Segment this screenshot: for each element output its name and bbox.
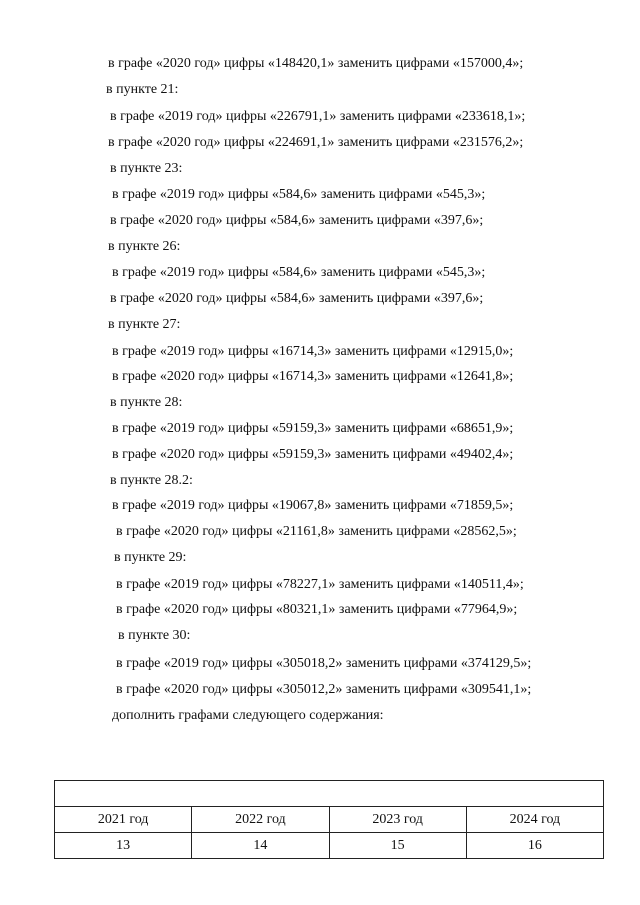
text-line: дополнить графами следующего содержания: xyxy=(112,708,384,723)
text-line: в графе «2019 год» цифры «16714,3» заменить цифрами «12915,0»; xyxy=(112,344,514,359)
table-empty-cell xyxy=(55,781,604,807)
table-row xyxy=(55,833,604,859)
table-row xyxy=(55,781,604,807)
text-line: в пункте 30: xyxy=(118,628,191,643)
text-line: в графе «2020 год» цифры «584,6» заменить цифрами «397,6»; xyxy=(110,291,484,306)
text-line: в графе «2020 год» цифры «21161,8» заменить цифрами «28562,5»; xyxy=(116,524,517,539)
table-number-cell: 15 xyxy=(329,833,466,859)
text-line: в пункте 23: xyxy=(110,161,183,176)
table-header-cell: 2021 год xyxy=(55,807,192,833)
text-line: в графе «2020 год» цифры «584,6» заменить цифрами «397,6»; xyxy=(110,213,484,228)
text-line: в графе «2020 год» цифры «59159,3» заменить цифрами «49402,4»; xyxy=(112,447,514,462)
text-line: в пункте 21: xyxy=(106,82,179,97)
text-line: в графе «2019 год» цифры «584,6» заменить цифрами «545,3»; xyxy=(112,187,486,202)
table-header-cell: 2024 год xyxy=(466,807,603,833)
text-line: в пункте 28.2: xyxy=(110,473,193,488)
table-number-cell: 13 xyxy=(55,833,192,859)
text-line: в пункте 26: xyxy=(108,239,181,254)
columns-table-wrap xyxy=(54,780,604,859)
table-header-cell: 2023 год xyxy=(329,807,466,833)
text-line: в графе «2020 год» цифры «80321,1» заменить цифрами «77964,9»; xyxy=(116,602,518,617)
text-line: в графе «2019 год» цифры «19067,8» заменить цифрами «71859,5»; xyxy=(112,498,514,513)
text-line: в графе «2020 год» цифры «224691,1» заменить цифрами «231576,2»; xyxy=(108,135,524,150)
table-row xyxy=(55,807,604,833)
text-line: в пункте 27: xyxy=(108,317,181,332)
table-number-cell: 16 xyxy=(466,833,603,859)
text-line: в графе «2019 год» цифры «305018,2» заменить цифрами «374129,5»; xyxy=(116,656,532,671)
text-line: в пункте 29: xyxy=(114,550,187,565)
columns-table xyxy=(54,780,604,859)
text-line: в графе «2019 год» цифры «78227,1» заменить цифрами «140511,4»; xyxy=(116,577,524,592)
text-line: в графе «2020 год» цифры «16714,3» заменить цифрами «12641,8»; xyxy=(112,369,514,384)
text-line: в графе «2020 год» цифры «305012,2» заменить цифрами «309541,1»; xyxy=(116,682,532,697)
text-line: в графе «2019 год» цифры «584,6» заменить цифрами «545,3»; xyxy=(112,265,486,280)
text-line: в графе «2019 год» цифры «59159,3» заменить цифрами «68651,9»; xyxy=(112,421,514,436)
table-number-cell: 14 xyxy=(192,833,329,859)
text-line: в графе «2020 год» цифры «148420,1» заменить цифрами «157000,4»; xyxy=(108,56,524,71)
text-line: в пункте 28: xyxy=(110,395,183,410)
table-header-cell: 2022 год xyxy=(192,807,329,833)
text-line: в графе «2019 год» цифры «226791,1» заменить цифрами «233618,1»; xyxy=(110,109,526,124)
